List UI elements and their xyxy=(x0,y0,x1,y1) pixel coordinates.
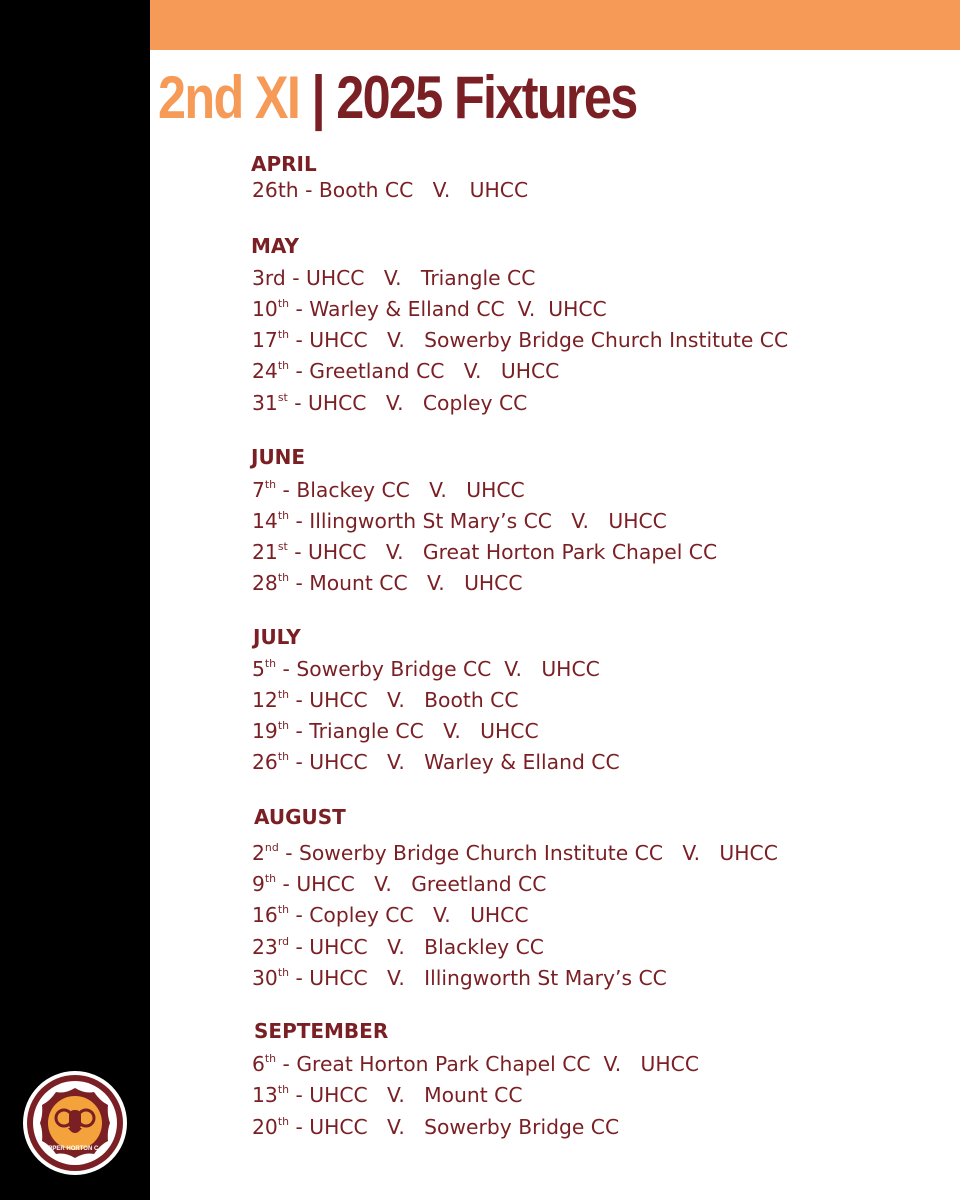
fixture-match: - Booth CC V. UHCC xyxy=(298,178,529,202)
fixture-day-suffix: st xyxy=(277,540,288,553)
fixture-match: - UHCC V. Warley & Elland CC xyxy=(289,750,620,774)
month-heading: MAY xyxy=(251,234,299,258)
fixture-row xyxy=(252,1052,699,1076)
fixture-row xyxy=(252,719,539,743)
title-team: 2nd XI xyxy=(158,64,300,131)
fixture-row xyxy=(252,266,535,290)
fixture-day: 19 xyxy=(252,719,278,743)
fixture-match: - Mount CC V. UHCC xyxy=(289,571,523,595)
fixture-day-suffix: th xyxy=(277,1115,290,1128)
fixture-match: - Blackey CC V. UHCC xyxy=(276,478,525,502)
fixture-row xyxy=(252,750,620,774)
title-separator: | xyxy=(311,64,324,131)
fixture-day: 12 xyxy=(252,688,278,712)
fixture-day-suffix: th xyxy=(277,966,290,979)
fixture-row xyxy=(252,297,607,321)
fixture-day-suffix: th xyxy=(264,478,277,491)
page-title xyxy=(158,58,637,138)
fixture-day-suffix: th xyxy=(264,1052,277,1065)
club-logo xyxy=(22,1070,128,1176)
fixture-day: 13 xyxy=(252,1083,278,1107)
fixture-day: 2 xyxy=(252,841,265,865)
fixture-row xyxy=(252,509,667,533)
fixture-day: 28 xyxy=(252,571,278,595)
month-heading: SEPTEMBER xyxy=(254,1019,389,1043)
fixture-match: - UHCC V. Illingworth St Mary’s CC xyxy=(289,966,667,990)
fixture-row xyxy=(252,841,778,865)
fixture-match: - UHCC V. Sowerby Bridge CC xyxy=(289,1115,620,1139)
fixture-match: - UHCC V. Sowerby Bridge Church Institute CC xyxy=(289,328,789,352)
fixture-row xyxy=(252,178,528,202)
fixture-day-suffix: th xyxy=(277,719,290,732)
fixture-day-suffix: th xyxy=(277,750,290,763)
fixture-row xyxy=(252,966,667,990)
fixture-match: - Greetland CC V. UHCC xyxy=(289,359,560,383)
fixture-day: 10 xyxy=(252,297,278,321)
fixture-day-suffix: st xyxy=(277,391,288,404)
fixture-match: - UHCC V. Great Horton Park Chapel CC xyxy=(287,540,718,564)
fixture-row xyxy=(252,478,525,502)
fixture-day-suffix: th xyxy=(277,571,290,584)
fixture-day-suffix: th xyxy=(277,359,290,372)
top-orange-bar xyxy=(150,0,960,50)
fixture-match: - UHCC V. Triangle CC xyxy=(285,266,536,290)
fixture-row xyxy=(252,1115,619,1139)
fixture-match: - Great Horton Park Chapel CC V. UHCC xyxy=(276,1052,700,1076)
fixture-row xyxy=(252,328,788,352)
fixture-row xyxy=(252,540,717,564)
fixture-day: 26 xyxy=(252,750,278,774)
fixture-match: - UHCC V. Greetland CC xyxy=(276,872,547,896)
logo-text: UPPER HORTON C.C. xyxy=(44,1146,106,1152)
fixture-match: - Sowerby Bridge Church Institute CC V. UHCC xyxy=(278,841,778,865)
fixture-match: - Warley & Elland CC V. UHCC xyxy=(289,297,607,321)
fixture-day-suffix: th xyxy=(277,178,299,202)
fixture-match: - UHCC V. Mount CC xyxy=(289,1083,523,1107)
fixture-day-suffix: th xyxy=(277,297,290,310)
fixture-match: - UHCC V. Blackley CC xyxy=(289,935,544,959)
fixture-day-suffix: nd xyxy=(264,841,279,854)
fixture-day-suffix: th xyxy=(277,509,290,522)
title-fixtures: 2025 Fixtures xyxy=(336,64,637,131)
fixture-day: 6 xyxy=(252,1052,265,1076)
fixture-match: - Illingworth St Mary’s CC V. UHCC xyxy=(289,509,667,533)
left-black-panel xyxy=(0,0,150,1200)
month-heading: APRIL xyxy=(251,152,317,176)
month-heading: JULY xyxy=(253,625,301,649)
month-heading: JUNE xyxy=(251,445,306,469)
fixture-row xyxy=(252,903,529,927)
fixture-row xyxy=(252,657,600,681)
fixture-day: 23 xyxy=(252,935,278,959)
month-heading: AUGUST xyxy=(254,805,346,829)
fixture-day: 20 xyxy=(252,1115,278,1139)
fixture-match: - UHCC V. Copley CC xyxy=(287,391,528,415)
fixture-day: 24 xyxy=(252,359,278,383)
fixture-day: 30 xyxy=(252,966,278,990)
fixture-row xyxy=(252,571,523,595)
fixture-match: - UHCC V. Booth CC xyxy=(289,688,519,712)
fixture-day: 14 xyxy=(252,509,278,533)
fixture-day-suffix: th xyxy=(264,872,277,885)
fixture-day: 21 xyxy=(252,540,278,564)
fixture-day: 7 xyxy=(252,478,265,502)
fixture-day: 9 xyxy=(252,872,265,896)
fixture-match: - Triangle CC V. UHCC xyxy=(289,719,539,743)
fixture-row xyxy=(252,935,544,959)
fixture-row xyxy=(252,359,559,383)
fixture-day: 3 xyxy=(252,266,265,290)
fixture-day-suffix: th xyxy=(277,328,290,341)
fixture-day-suffix: rd xyxy=(264,266,286,290)
fixture-day: 17 xyxy=(252,328,278,352)
fixture-day-suffix: th xyxy=(277,1083,290,1096)
fixture-match: - Sowerby Bridge CC V. UHCC xyxy=(276,657,600,681)
fixture-row xyxy=(252,1083,523,1107)
fixture-day: 31 xyxy=(252,391,278,415)
fixture-day-suffix: th xyxy=(277,903,290,916)
fixture-day: 26 xyxy=(252,178,278,202)
fixture-row xyxy=(252,688,518,712)
fixture-row xyxy=(252,391,527,415)
fixture-day-suffix: th xyxy=(277,688,290,701)
fixture-day: 5 xyxy=(252,657,265,681)
fixture-day-suffix: th xyxy=(264,657,277,670)
fixture-day-suffix: rd xyxy=(277,935,290,948)
fixture-day: 16 xyxy=(252,903,278,927)
fixture-match: - Copley CC V. UHCC xyxy=(289,903,529,927)
fixture-row xyxy=(252,872,546,896)
